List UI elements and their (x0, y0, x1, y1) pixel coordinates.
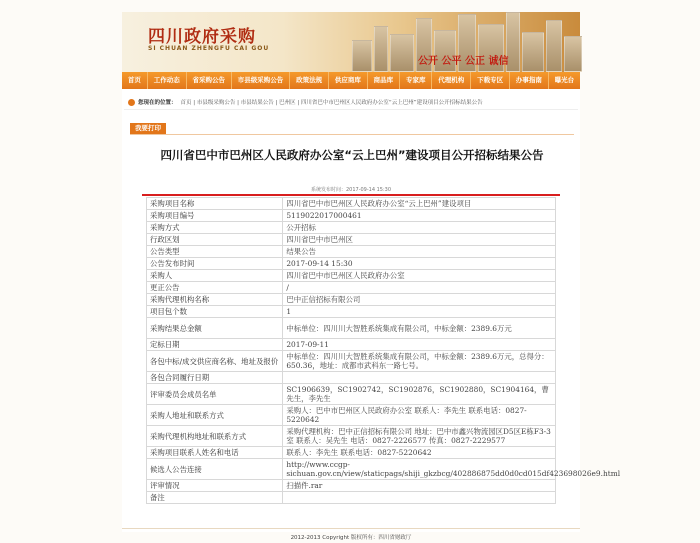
row-key: 项目包个数 (147, 306, 283, 318)
nav-city-notices[interactable]: 市县级采购公告 (232, 72, 290, 89)
row-key: 候选人公告连接 (147, 459, 283, 480)
row-value: 公开招标 (283, 222, 556, 234)
row-key: 采购结果总金额 (147, 318, 283, 339)
table-row (147, 351, 556, 372)
print-button[interactable]: 我要打印 (130, 123, 166, 134)
row-key: 公告发布时间 (147, 258, 283, 270)
table-row (147, 234, 556, 246)
row-key: 采购人 (147, 270, 283, 282)
row-value: 中标单位：四川川大智胜系统集成有限公司，中标金额：2389.6万元 (283, 318, 556, 339)
row-key: 采购人地址和联系方式 (147, 405, 283, 426)
row-value: 巴中正信招标有限公司 (283, 294, 556, 306)
row-key: 定标日期 (147, 339, 283, 351)
nav-guide[interactable]: 办事指南 (510, 72, 549, 89)
nav-suppliers[interactable]: 供应商库 (329, 72, 368, 89)
row-value: SC1906639，SC1902742，SC1902876，SC1902880，SC1904164，曹先生，李先生 (283, 384, 556, 405)
row-key: 评审情况 (147, 480, 283, 492)
row-value: 四川省巴中市巴州区人民政府办公室“云上巴州”建设项目 (283, 198, 556, 210)
row-value: 2017-09-14 15:30 (283, 258, 556, 270)
table-row (147, 405, 556, 426)
table-row (147, 426, 556, 447)
row-value: / (283, 282, 556, 294)
row-value: 2017-09-11 (283, 339, 556, 351)
nav-agencies[interactable]: 代理机构 (432, 72, 471, 89)
row-value: 采购人：巴中市巴州区人民政府办公室 联系人：李先生 联系电话：0827-5220642 (283, 405, 556, 426)
table-row (147, 282, 556, 294)
row-key: 公告类型 (147, 246, 283, 258)
row-key: 采购项目名称 (147, 198, 283, 210)
site-logo[interactable]: 四川政府采购 (148, 27, 256, 47)
title-divider (142, 194, 560, 196)
row-key: 行政区划 (147, 234, 283, 246)
table-row (147, 318, 556, 339)
nav-home[interactable]: 首页 (122, 72, 148, 89)
row-value (283, 372, 556, 384)
nav-exposure[interactable]: 曝光台 (554, 76, 575, 84)
row-key: 采购方式 (147, 222, 283, 234)
row-value (283, 492, 556, 504)
nav-experts[interactable]: 专家库 (400, 72, 432, 89)
table-row (147, 447, 556, 459)
table-row (147, 492, 556, 504)
location-icon (128, 99, 135, 106)
site-banner (122, 12, 580, 72)
table-row (147, 480, 556, 492)
nav-policies[interactable]: 政策法规 (290, 72, 329, 89)
main-nav (122, 72, 580, 89)
row-key: 备注 (147, 492, 283, 504)
row-key: 采购项目编号 (147, 210, 283, 222)
row-key: 采购项目联系人姓名和电话 (147, 447, 283, 459)
row-key: 评审委员会成员名单 (147, 384, 283, 405)
notice-table (146, 197, 621, 504)
candidate-notice-link[interactable]: http://www.ccgp-sichuan.gov.cn/view/staticpags/shiji_gkzbcg/402886875dd0d0cd015df423698026e9.html (283, 459, 556, 480)
nav-province-notices[interactable]: 省采购公告 (187, 72, 232, 89)
table-row (147, 384, 556, 405)
table-row (147, 270, 556, 282)
page-title: 四川省巴中市巴州区人民政府办公室“云上巴州”建设项目公开招标结果公告 (160, 148, 544, 162)
row-value: 四川省巴中市巴州区人民政府办公室 (283, 270, 556, 282)
row-value: 结果公告 (283, 246, 556, 258)
table-row (147, 339, 556, 351)
row-value: 四川省巴中市巴州区 (283, 234, 556, 246)
row-value: 5119022017000461 (283, 210, 556, 222)
row-value: 采购代理机构：巴中正信招标有限公司 地址：巴中市鑫兴物流园区D5区E栋F3-3室 联系人：吴先生 电话：0827-2226577 传真：0827-2229577 (283, 426, 556, 447)
footer-copyright: 2012-2013 Copyright 版权所有：四川省财政厅 (122, 528, 580, 541)
row-value: 中标单位：四川川大智胜系统集成有限公司，中标金额：2389.6万元，总得分：650.36，地址：成都市武科东一路七号。 (283, 351, 556, 372)
site-slogan: 公开 公平 公正 诚信 (418, 56, 509, 67)
table-row (147, 258, 556, 270)
table-row (147, 198, 556, 210)
table-row (147, 306, 556, 318)
print-divider (130, 134, 574, 135)
breadcrumb-path[interactable]: 首页 | 市县级采购公告 | 市县结果公告 | 巴州区 | 四川省巴中市巴州区人民政府办公室“云上巴州”建设项目公开招标结果公告 (180, 100, 483, 106)
table-row (147, 372, 556, 384)
table-row (147, 246, 556, 258)
review-attachment-link[interactable]: 扫描件.rar (283, 480, 556, 492)
row-value: 1 (283, 306, 556, 318)
breadcrumb-label: 您现在的位置： (138, 100, 177, 106)
row-key: 采购代理机构名称 (147, 294, 283, 306)
table-row (147, 459, 556, 480)
row-value: 联系人：李先生 联系电话：0827-5220642 (283, 447, 556, 459)
row-key: 各包合同履行日期 (147, 372, 283, 384)
table-row (147, 210, 556, 222)
page-container (122, 12, 621, 541)
site-logo-subtitle: SI CHUAN ZHENGFU CAI GOU (148, 45, 270, 52)
nav-work-news[interactable]: 工作动态 (148, 72, 187, 89)
row-key: 各包中标/成交供应商名称、地址及报价 (147, 351, 283, 372)
table-row (147, 222, 556, 234)
breadcrumb (124, 98, 578, 110)
publish-time: 系统发布时间：2017-09-14 15:30 (310, 187, 392, 193)
table-row (147, 294, 556, 306)
nav-downloads[interactable]: 下载专区 (471, 72, 510, 89)
row-key: 采购代理机构地址和联系方式 (147, 426, 283, 447)
row-key: 更正公告 (147, 282, 283, 294)
nav-products[interactable]: 商品库 (368, 72, 400, 89)
